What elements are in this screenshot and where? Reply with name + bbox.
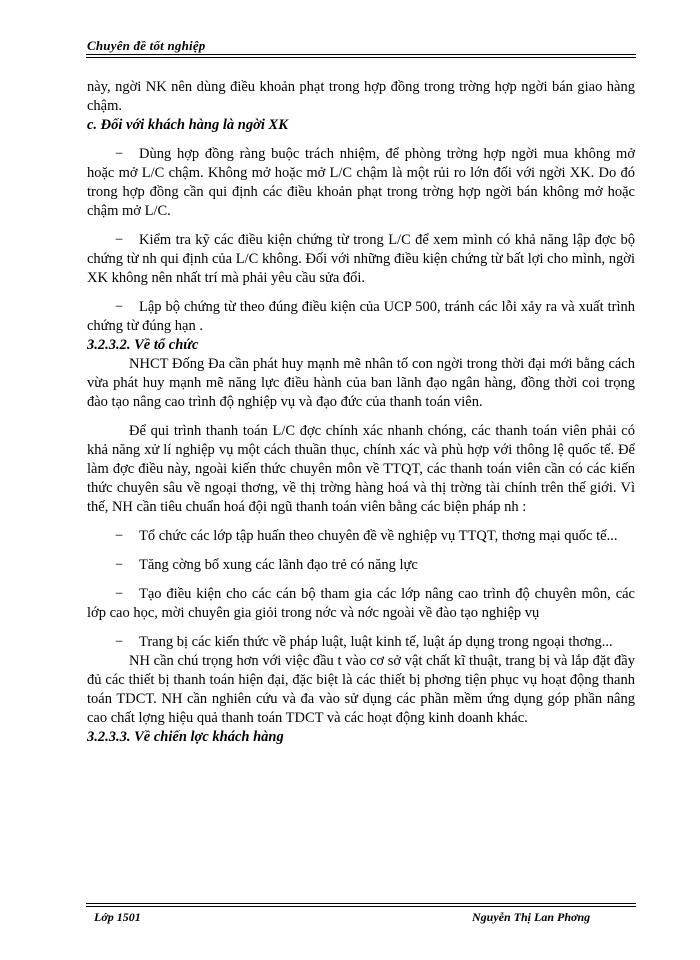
- header-title: Chuyên đề tốt nghiệp: [87, 38, 206, 53]
- paragraph: Để qui trình thanh toán L/C đợc chính xác nhanh chóng, các thanh toán viên phải có khả năng xử lí nghiệp vụ một cách thuần thục, chính xác và phù hợp với thông lệ quốc tế. Để làm đợc điều này, ngoài kiến thức chuyên môn về TTQT, các thanh toán viên cần có các kiến thức chuyên sâu về ngoại thơng, về thị trờng hàng hoá và thị trờng tài chính trên thế giới. Vì thế, NH cần tiêu chuẩn hoá đội ngũ thanh toán viên bằng các biện pháp nh :: [87, 423, 635, 515]
- dash-bullet-icon: −: [115, 528, 124, 544]
- dash-bullet-icon: −: [115, 232, 124, 248]
- dash-bullet-icon: −: [115, 299, 124, 315]
- bullet-text: Dùng hợp đồng ràng buộc trách nhiệm, để phòng trờng hợp ngời mua không mở hoặc mở L/C chậm. Không mở hoặc mở L/C chậm là một rủi ro lớn đối với ngời XK. Do đó trong hợp đồng cần qui định các điều khoản phạt trong trờng hợp ngời bán không mở hoặc chậm mở L/C.: [87, 146, 635, 219]
- document-body: [87, 78, 635, 747]
- bullet-item: [87, 145, 635, 221]
- dash-bullet-icon: −: [115, 586, 124, 602]
- bullet-item: [87, 633, 635, 652]
- bullet-item: [87, 527, 635, 546]
- dash-bullet-icon: −: [115, 634, 124, 650]
- bullet-item: [87, 231, 635, 288]
- bullet-item: [87, 556, 635, 575]
- section-heading: c. Đối với khách hàng là ngời XK: [87, 117, 288, 133]
- footer-class: Lớp 1501: [94, 910, 141, 924]
- dash-bullet-icon: −: [115, 557, 124, 573]
- section-heading: 3.2.3.3. Về chiến lợc khách hàng: [87, 729, 284, 745]
- bullet-text: Lập bộ chứng từ theo đúng điều kiện của UCP 500, tránh các lỗi xảy ra và xuất trình chứng từ đúng hạn .: [87, 299, 635, 334]
- bullet-item: [87, 298, 635, 336]
- bullet-item: [87, 585, 635, 623]
- header-rule: [86, 54, 636, 55]
- section-heading: 3.2.3.2. Về tổ chức: [87, 337, 199, 353]
- dash-bullet-icon: −: [115, 146, 124, 162]
- bullet-text: Tổ chức các lớp tập huấn theo chuyên đề về nghiệp vụ TTQT, thơng mại quốc tế...: [139, 528, 618, 544]
- paragraph: này, ngời NK nên dùng điều khoản phạt trong hợp đồng trong trờng hợp ngời bán giao hàng chậm.: [87, 79, 635, 114]
- paragraph: NH cần chú trọng hơn với việc đầu t vào cơ sở vật chất kĩ thuật, trang bị và lắp đặt đầy đủ các thiết bị thanh toán hiện đại, đặc biệt là các thiết bị phơng tiện phục vụ hoạt động thanh toán TDCT. NH cần nghiên cứu và đa vào sử dụng các phần mềm ứng dụng góp phần nâng cao chất lợng hiệu quả thanh toán TDCT và các hoạt động kinh doanh khác.: [87, 653, 635, 726]
- footer-rule-double: [86, 906, 636, 907]
- bullet-text: Kiểm tra kỹ các điều kiện chứng từ trong L/C để xem mình có khả năng lập đợc bộ chứng từ nh qui định của L/C không. Đối với những điều kiện chứng từ bất lợi cho mình, ngời XK không nên nhất trí mà phải yêu cầu sửa đổi.: [87, 232, 635, 286]
- footer-author: Nguyễn Thị Lan Phơng: [472, 910, 591, 924]
- footer-rule: [86, 903, 636, 904]
- paragraph: NHCT Đống Đa cần phát huy mạnh mẽ nhân tố con ngời trong thời đại mới bằng cách vừa phát huy mạnh mẽ năng lực điều hành của ban lãnh đạo ngân hàng, đồng thời coi trọng đào tạo nâng cao trình độ nghiệp vụ và đạo đức của thanh toán viên.: [87, 356, 635, 410]
- header-rule-double: [86, 57, 636, 58]
- bullet-text: Trang bị các kiến thức về pháp luật, luật kinh tế, luật áp dụng trong ngoại thơng...: [139, 634, 613, 650]
- bullet-text: Tăng cờng bổ xung các lãnh đạo trẻ có năng lực: [139, 557, 418, 573]
- bullet-text: Tạo điều kiện cho các cán bộ tham gia các lớp nâng cao trình độ chuyên môn, các lớp cao học, mời chuyên gia giỏi trong nớc và nớc ngoài về đào tạo nghiệp vụ: [87, 586, 635, 621]
